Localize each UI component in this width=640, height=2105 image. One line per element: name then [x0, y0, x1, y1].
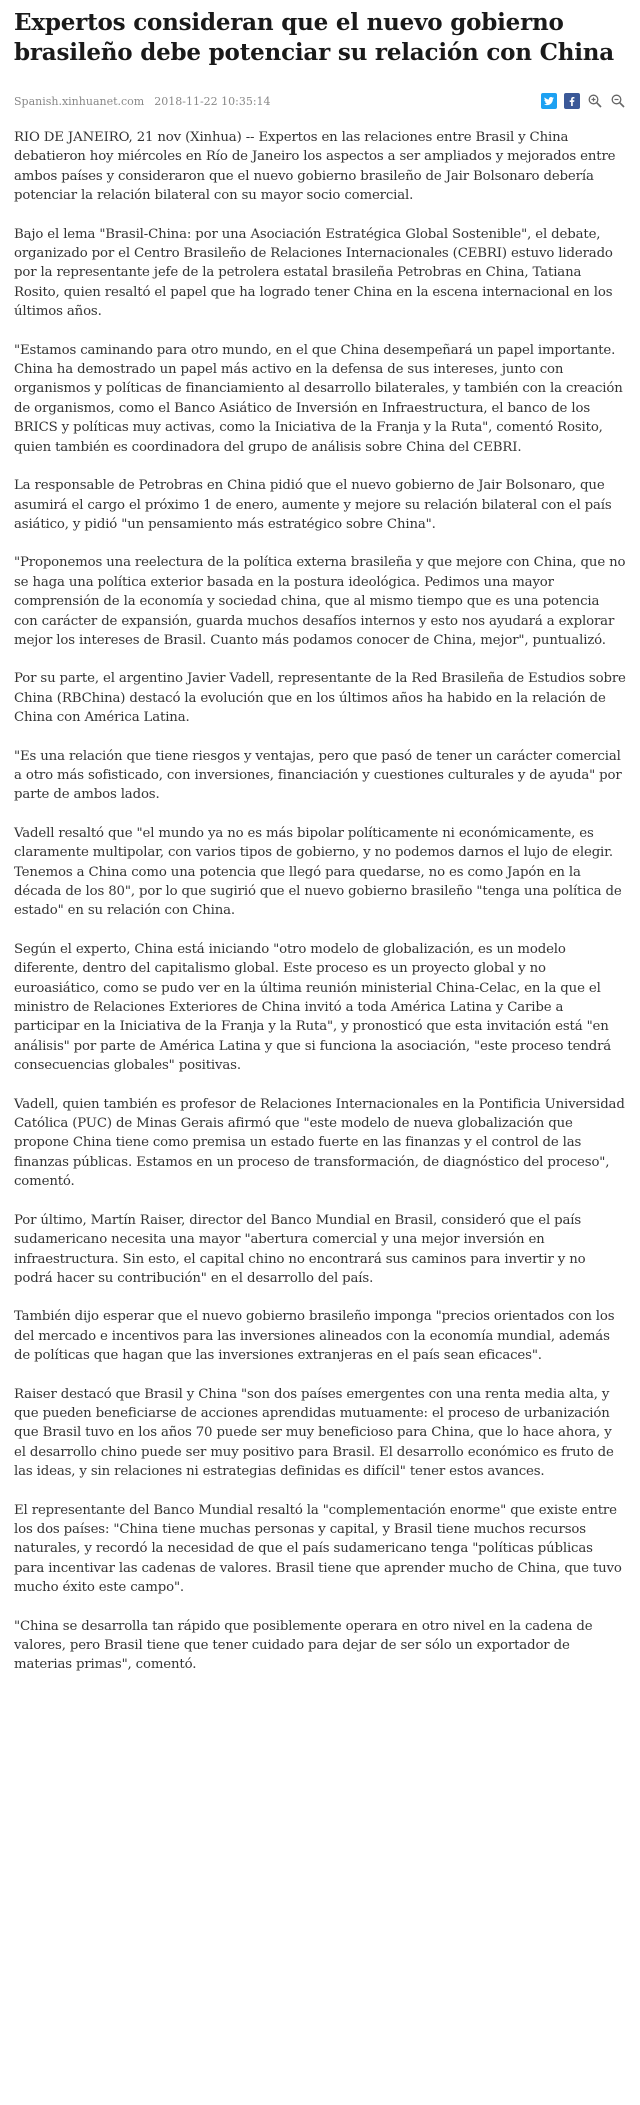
twitter-share-button[interactable]: [541, 93, 557, 109]
article-paragraph: Bajo el lema "Brasil-China: por una Asociación Estratégica Global Sostenible", el debate, organizado por el Centro Brasileño de Relaciones Internacionales (CEBRI) estuvo liderado por la representante jefe de la petrolera estatal brasileña Petrobras en China, Tatiana Rosito, quien resaltó el papel que ha logrado tener China en la escena internacional en los últimos años.: [14, 226, 613, 320]
article-body: [14, 128, 626, 1675]
article-meta: [14, 95, 271, 108]
article-paragraph: RIO DE JANEIRO, 21 nov (Xinhua) -- Expertos en las relaciones entre Brasil y China debatieron hoy miércoles en Río de Janeiro los aspectos a ser ampliados y mejorados entre ambos países y consideraron que el nuevo gobierno brasileño de Jair Bolsonaro debería potenciar la relación bilateral con su mayor socio comercial.: [14, 130, 616, 204]
article-paragraph: "Es una relación que tiene riesgos y ventajas, pero que pasó de tener un carácter comercial a otro más sofisticado, con inversiones, financiación y cuestiones culturales y de ayuda" por parte de ambos lados.: [14, 748, 622, 803]
article-paragraph: Vadell resaltó que "el mundo ya no es más bipolar políticamente ni económicamente, es claramente multipolar, con varios tipos de gobierno, y no podemos darnos el lujo de elegir. Tenemos a China como una potencia que llegó para quedarse, no es como Japón en la década de los 80", por lo que sugirió que el nuevo gobierno brasileño "tenga una política de estado" en su relación con China.: [14, 825, 622, 919]
article: [14, 8, 626, 1694]
article-meta-bar: [14, 90, 626, 112]
twitter-icon: [543, 95, 555, 107]
article-paragraph: Por último, Martín Raiser, director del Banco Mundial en Brasil, consideró que el país sudamericano necesita una mayor "abertura comercial y una mejor inversión en infraestructura. Sin esto, el capital chino no encontrará sus caminos para invertir y no podrá hacer su contribución" en el desarrollo del país.: [14, 1212, 586, 1286]
article-datetime: 2018-11-22 10:35:14: [154, 94, 271, 108]
article-source: Spanish.xinhuanet.com: [14, 94, 145, 108]
zoom-in-icon: [587, 93, 603, 109]
article-paragraph: "Proponemos una reelectura de la política externa brasileña y que mejore con China, que no se haga una política exterior basada en la postura ideológica. Pedimos una mayor comprensión de la economía y sociedad china, que al mismo tiempo que es una potencia con carácter de expansión, guarda muchos desafíos internos y esto nos ayudará a explorar mejor los intereses de Brasil. Cuanto más podamos conocer de China, mejor", puntualizó.: [14, 555, 626, 648]
article-paragraph: El representante del Banco Mundial resaltó la "complementación enorme" que existe entre los dos países: "China tiene muchas personas y capital, y Brasil tiene muchos recursos naturales, y recordó la necesidad de que el país sudamericano tenga "políticas públicas para incentivar las cadenas de valores. Brasil tiene que aprender mucho de China, que tuvo mucho éxito este campo".: [14, 1502, 622, 1596]
article-paragraph: Según el experto, China está iniciando "otro modelo de globalización, es un modelo diferente, dentro del capitalismo global. Este proceso es un proyecto global y no euroasiático, como se pudo ver en la última reunión ministerial China-Celac, en la que el ministro de Relaciones Exteriores de China invitó a toda América Latina y Caribe a participar en la Iniciativa de la Franja y la Ruta", y pronosticó que esta invitación está "en análisis" por parte de América Latina y que si funciona la asociación, "este proceso tendrá consecuencias globales" positivas.: [14, 941, 612, 1074]
zoom-in-button[interactable]: [587, 93, 603, 109]
article-paragraph: "China se desarrolla tan rápido que posiblemente operara en otro nivel en la cadena de valores, pero Brasil tiene que tener cuidado para dejar de ser sólo un exportador de materias primas", comentó.: [14, 1618, 593, 1673]
zoom-out-button[interactable]: [610, 93, 626, 109]
article-paragraph: "Estamos caminando para otro mundo, en el que China desempeñará un papel importante. China ha demostrado un papel más activo en la defensa de sus intereses, junto con organismos y políticas de financiamiento al desarrollo bilaterales, y también con la creación de organismos, como el Banco Asiático de Inversión en Infraestructura, el banco de los BRICS y políticas muy activas, como la Iniciativa de la Franja y la Ruta", comentó Rosito, quien también es coordinadora del grupo de análisis sobre China del CEBRI.: [14, 342, 623, 455]
article-paragraph: Raiser destacó que Brasil y China "son dos países emergentes con una renta media alta, y que pueden beneficiarse de acciones aprendidas mutuamente: el proceso de urbanización que Brasil tuvo en los años 70 puede ser muy beneficioso para China, que lo hace ahora, y el desarrollo chino puede ser muy positivo para Brasil. El desarrollo económico es fruto de las ideas, y sin relaciones ni estrategias definidas es difícil" tener estos avances.: [14, 1386, 614, 1480]
article-paragraph: También dijo esperar que el nuevo gobierno brasileño imponga "precios orientados con los del mercado e incentivos para las inversiones alineados con la economía mundial, además de políticas que hagan que las inversiones extranjeras en el país sean eficaces".: [14, 1309, 615, 1364]
zoom-out-icon: [610, 93, 626, 109]
article-paragraph: La responsable de Petrobras en China pidió que el nuevo gobierno de Jair Bolsonaro, que asumirá el cargo el próximo 1 de enero, aumente y mejore su relación bilateral con el país asiático, y pidió "un pensamiento más estratégico sobre China".: [14, 478, 612, 532]
share-toolbar: [541, 93, 626, 109]
facebook-icon: [566, 95, 578, 107]
article-paragraph: Vadell, quien también es profesor de Relaciones Internacionales en la Pontificia Universidad Católica (PUC) de Minas Gerais afirmó que "este modelo de nueva globalización que propone China tiene como premisa un estado fuerte en las finanzas y el control de las finanzas públicas. Estamos en un proceso de transformación, de diagnóstico del proceso", comentó.: [14, 1096, 625, 1190]
article-paragraph: Por su parte, el argentino Javier Vadell, representante de la Red Brasileña de Estudios sobre China (RBChina) destacó la evolución que en los últimos años ha habido en la relación de China con América Latina.: [14, 671, 626, 726]
article-title: Expertos consideran que el nuevo gobierno brasileño debe potenciar su relación con China: [14, 9, 614, 66]
facebook-share-button[interactable]: [564, 93, 580, 109]
